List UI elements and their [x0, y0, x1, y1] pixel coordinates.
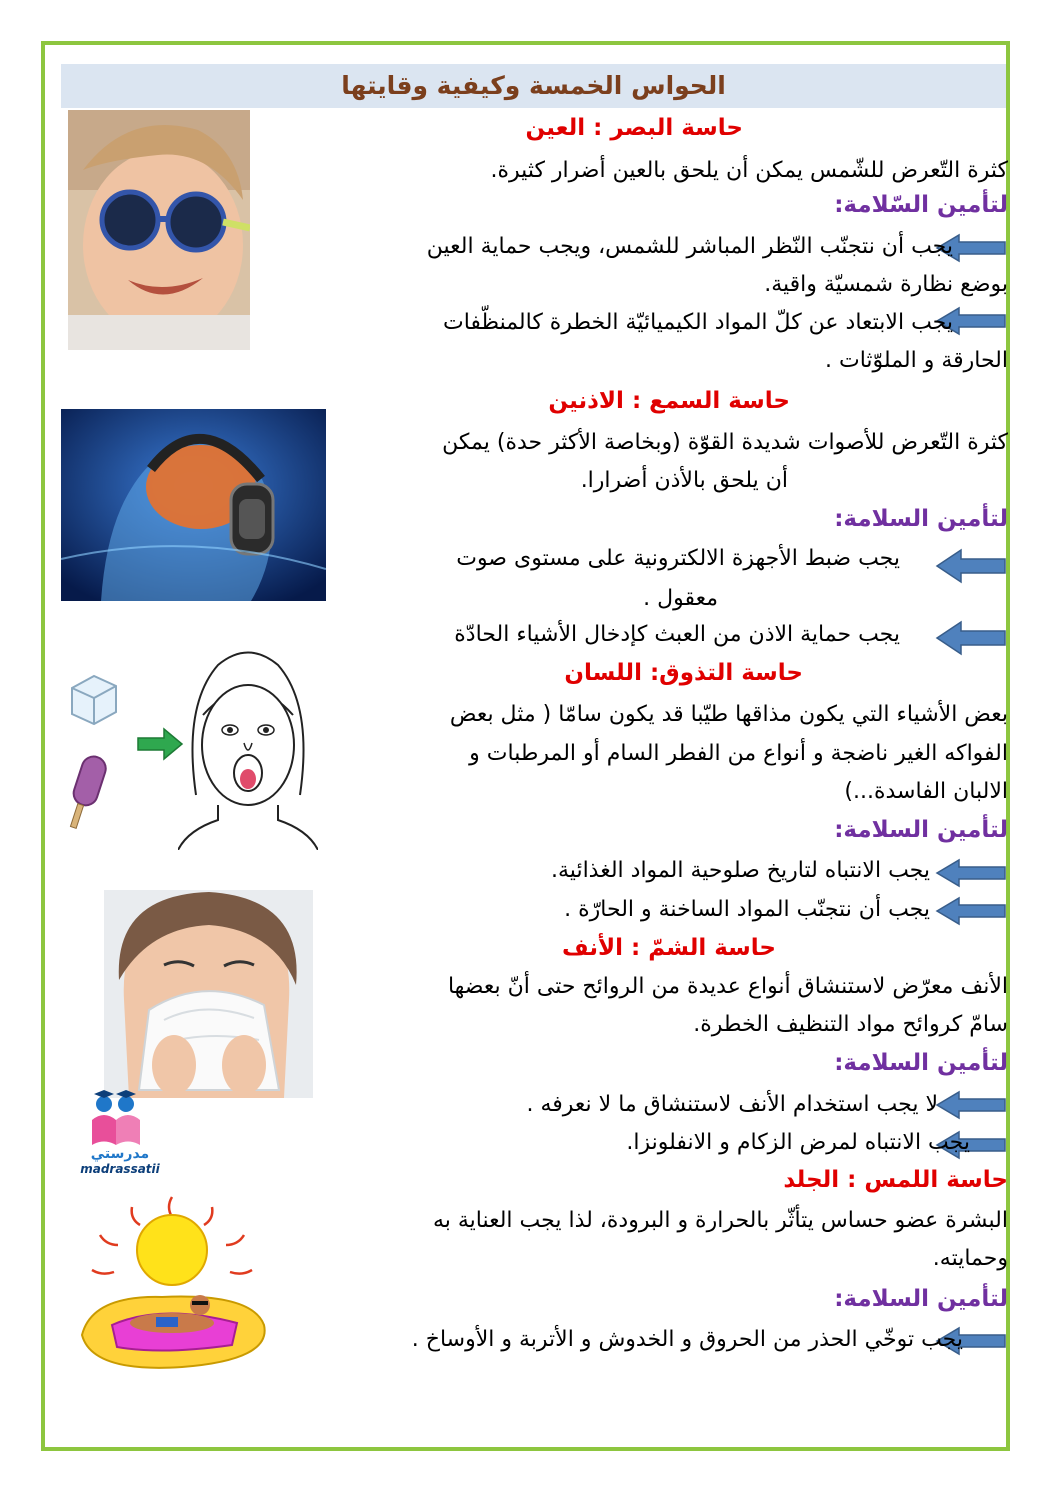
taste-tip1: يجب الانتباه لتاريخ صلوحية المواد الغذائية. [551, 858, 930, 883]
smell-tip2: يجب الانتباه لمرض الزكام و الانفلونزا. [626, 1130, 970, 1155]
taste-safety-label: لتأمين السلامة: [834, 817, 1008, 843]
sight-tip1-line1: يجب أن نتجنّب النّظر المباشر للشمس، ويجب حماية العين [426, 234, 953, 259]
arrow-right-icon [136, 727, 184, 761]
hearing-tip2: يجب حماية الاذن من العبث كإدخال الأشياء الحادّة [454, 622, 900, 647]
smell-heading: حاسة الشمّ : الأنف [562, 935, 776, 961]
taste-heading: حاسة التذوق: اللسان [564, 660, 803, 686]
sight-tip2-line2: الحارقة و الملوّثات . [825, 348, 1008, 373]
touch-tip1: يجب توخّي الحذر من الحروق و الخدوش و الأتربة و الأوساخ . [411, 1327, 963, 1352]
smell-safety-label: لتأمين السلامة: [834, 1050, 1008, 1076]
madrassatii-logo [80, 1090, 170, 1180]
child-sunglasses-photo [68, 110, 250, 350]
arrow-left-icon [935, 1090, 1007, 1120]
hearing-heading: حاسة السمع : الاذنين [548, 388, 790, 414]
arrow-left-icon [935, 858, 1007, 888]
hearing-intro-line1: كثرة التّعرض للأصوات شديدة القوّة (وبخاصة الأكثر حدة) يمكن [442, 430, 1008, 455]
face-tongue-drawing [178, 645, 318, 850]
touch-safety-label: لتأمين السلامة: [834, 1286, 1008, 1312]
head-with-headphones-image [61, 409, 326, 601]
smell-intro-line1: الأنف معرّض لاستنشاق أنواع عديدة من الروائح حتى أنّ بعضها [447, 974, 1008, 999]
sight-heading: حاسة البصر : العين [525, 115, 743, 141]
popsicle-icon [64, 750, 114, 832]
arrow-left-icon [935, 548, 1007, 584]
smell-intro-line2: سامّ كروائح مواد التنظيف الخطرة. [693, 1012, 1008, 1037]
sight-safety-label: لتأمين السّلامة: [834, 192, 1008, 218]
hearing-intro-line2: أن يلحق بالأذن أضرارا. [580, 468, 788, 493]
hearing-safety-label: لتأمين السلامة: [834, 506, 1008, 532]
page-title: الحواس الخمسة وكيفية وقايتها [341, 71, 726, 100]
smell-tip1: لا يجب استخدام الأنف لاستنشاق ما لا نعرفه . [526, 1092, 938, 1117]
ice-cube-icon [64, 670, 122, 728]
logo-arabic: مدرستي [90, 1146, 150, 1162]
hearing-tip1-line1: يجب ضبط الأجهزة الالكترونية على مستوى صوت [456, 546, 900, 571]
sunbathing-cartoon [72, 1195, 272, 1375]
touch-heading: حاسة اللمس : الجلد [783, 1167, 1008, 1193]
taste-intro-line2: الفواكه الغير ناضجة و أنواع من الفطر السام أو المرطبات و [469, 741, 1008, 766]
taste-intro-line3: الالبان الفاسدة...) [844, 779, 1008, 804]
sight-tip2-line1: يجب الابتعاد عن كلّ المواد الكيميائيّة الخطرة كالمنظّفات [442, 310, 953, 335]
taste-intro-line1: بعض الأشياء التي يكون مذاقها طيّبا قد يكون سامّا ( مثل بعض [449, 702, 1008, 727]
hearing-tip1-line2: معقول . [643, 586, 718, 611]
taste-tip2: يجب أن نتجنّب المواد الساخنة و الحارّة . [564, 897, 930, 922]
sneezing-woman-photo [104, 890, 313, 1098]
logo-latin: madrassatii [80, 1162, 160, 1176]
sight-intro: كثرة التّعرض للشّمس يمكن أن يلحق بالعين أضرار كثيرة. [490, 158, 1008, 183]
touch-intro-line2: وحمايته. [932, 1246, 1008, 1271]
arrow-left-icon [935, 620, 1007, 656]
touch-intro-line1: البشرة عضو حساس يتأثّر بالحرارة و البرودة، لذا يجب العناية به [432, 1208, 1008, 1233]
arrow-left-icon [935, 896, 1007, 926]
sight-tip1-line2: بوضع نظارة شمسيّة واقية. [764, 272, 1008, 297]
